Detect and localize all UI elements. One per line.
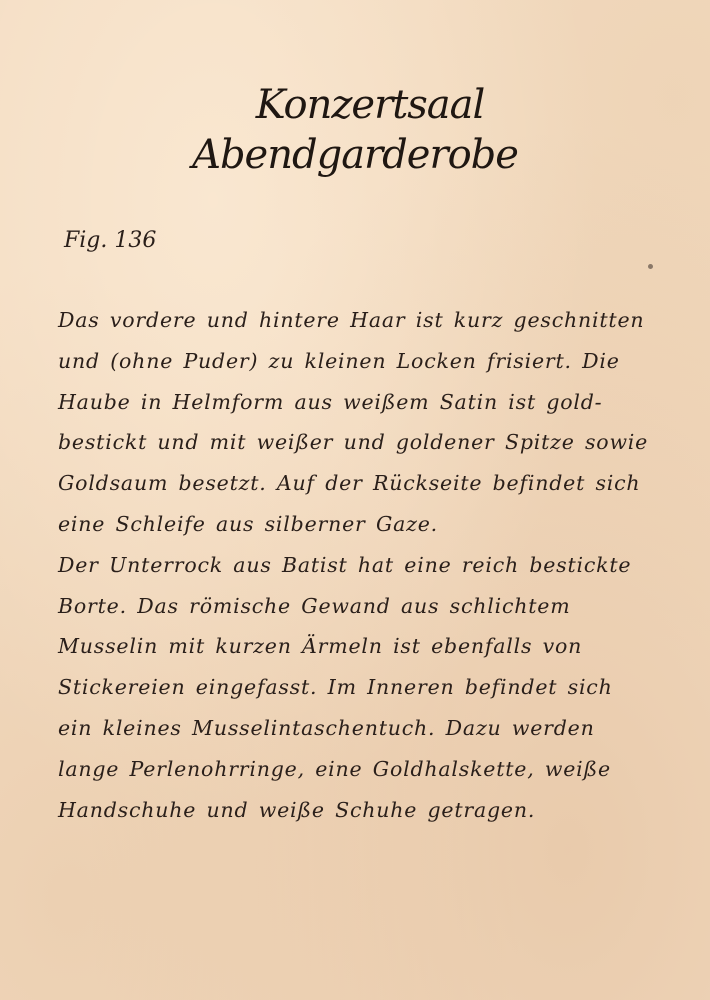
text-line: Das vordere und hintere Haar ist kurz geschnitten: [58, 308, 645, 332]
text-line: und (ohne Puder) zu kleinen Locken frisiert. Die: [58, 348, 620, 373]
text-line: Stickereien eingefasst. Im Inneren befindet sich: [58, 675, 613, 700]
text-line: Musselin mit kurzen Ärmeln ist ebenfalls von: [58, 634, 583, 659]
title-line-2: Abendgarderobe: [192, 132, 518, 178]
description-paragraph: [58, 300, 658, 830]
text-line: bestickt und mit weißer und goldener Spitze sowie: [58, 430, 649, 455]
text-line: Handschuhe und weiße Schuhe getragen.: [58, 797, 536, 822]
text-line: Der Unterrock aus Batist hat eine reich bestickte: [58, 552, 632, 577]
paper-speck: [648, 264, 653, 269]
text-line: Borte. Das römische Gewand aus schlichtem: [58, 593, 571, 618]
text-line: Haube in Helmform aus weißem Satin ist gold-: [58, 389, 603, 414]
figure-label: Fig. 136: [64, 228, 157, 253]
text-line: ein kleines Musselintaschentuch. Dazu werden: [58, 715, 595, 740]
title-line-1: Konzertsaal: [255, 82, 485, 128]
text-line: Goldsaum besetzt. Auf der Rückseite befindet sich: [58, 471, 641, 496]
page-title: [0, 80, 710, 180]
text-line: lange Perlenohrringe, eine Goldhalskette, weiße: [58, 756, 611, 781]
text-line: eine Schleife aus silberner Gaze.: [58, 511, 438, 536]
